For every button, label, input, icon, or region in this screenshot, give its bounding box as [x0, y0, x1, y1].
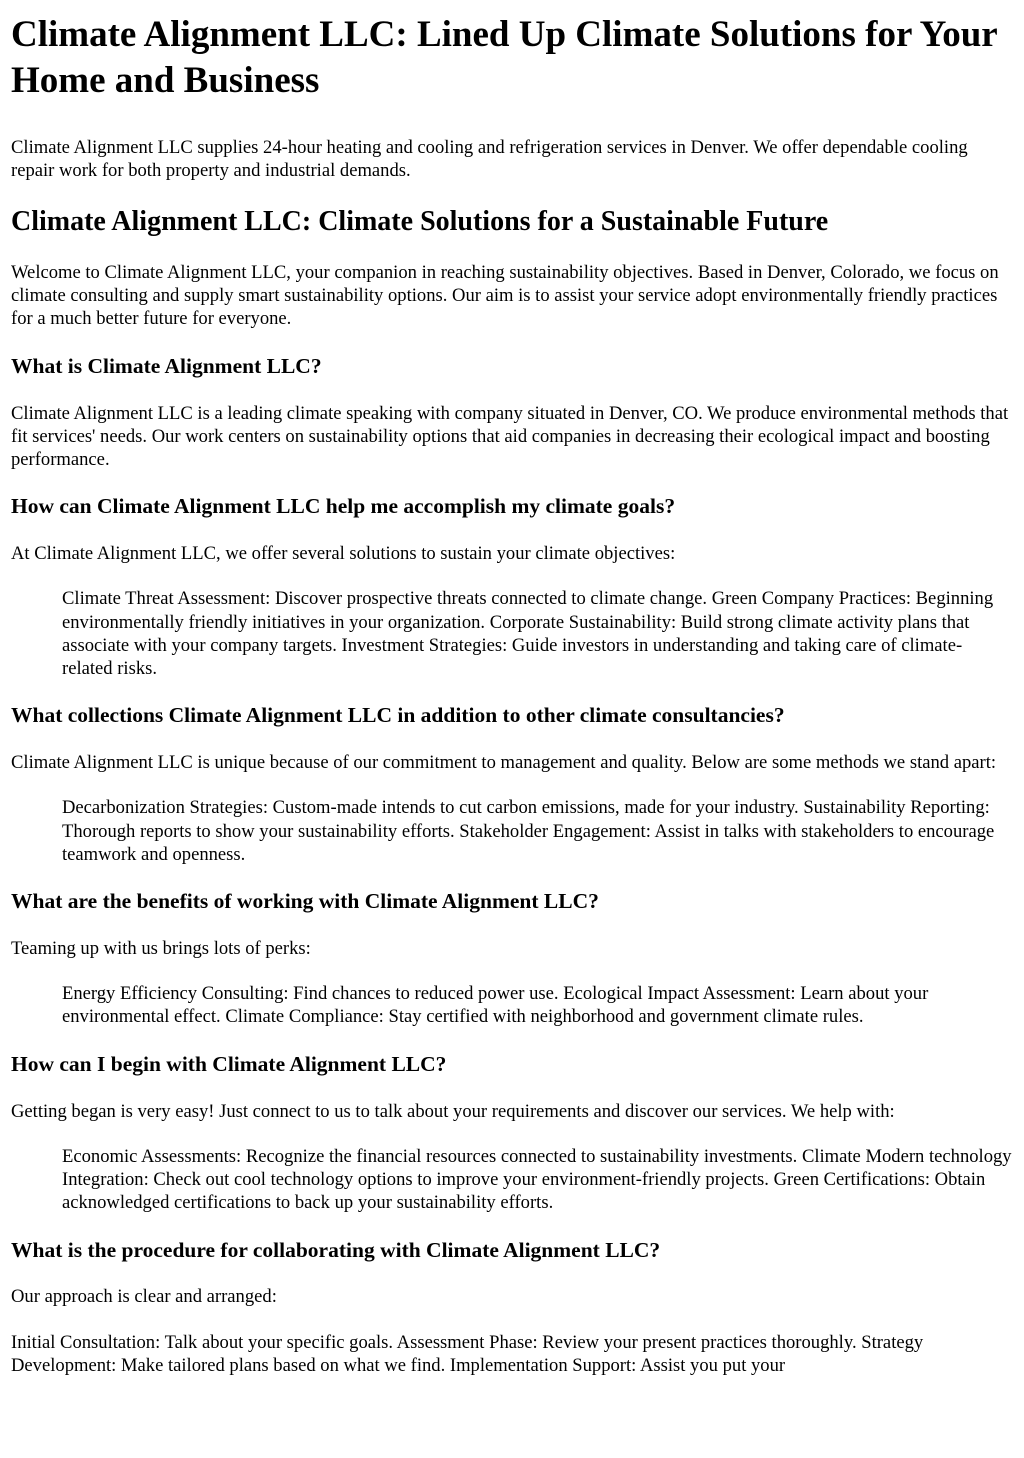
intro-paragraph: Climate Alignment LLC supplies 24-hour heating and cooling and refrigeration services in Denver. We offer dependable cooling repair work for both property and industrial demands. — [11, 136, 968, 181]
faq-answer-begin: Getting began is very easy! Just connect to us to talk about your requirements and discover our services. We help with: — [11, 1100, 895, 1122]
faq-question-what-is: What is Climate Alignment LLC? — [11, 353, 322, 378]
article — [0, 12, 1024, 1377]
faq-answer-procedure: Our approach is clear and arranged: — [11, 1286, 277, 1308]
faq-quote-differentiators: Decarbonization Strategies: Custom-made intends to cut carbon emissions, made for your industry. Sustainability Reporting: Thorough reports to show your sustainability efforts. Stakeholder Engagement: Assist in talks with stakeholders to encourage teamwork and openness. — [62, 797, 995, 865]
faq-answer-benefits: Teaming up with us brings lots of perks: — [11, 937, 311, 959]
faq-answer-differentiators: Climate Alignment LLC is unique because of our commitment to management and quality. Below are some methods we stand apart: — [11, 752, 997, 774]
faq-question-procedure: What is the procedure for collaborating with Climate Alignment LLC? — [11, 1237, 661, 1262]
faq-quote-begin: Economic Assessments: Recognize the financial resources connected to sustainability investments. Climate Modern technology Integration: Check out cool technology options to improve your environment-friendly projects. Green Certifications: Obtain acknowledged certifications to back up your sustainability efforts. — [62, 1145, 1012, 1214]
faq-question-help-goals: How can Climate Alignment LLC help me accomplish my climate goals? — [11, 494, 676, 519]
faq-answer-what-is: Climate Alignment LLC is a leading climate speaking with company situated in Denver, CO. We produce environmental methods that fit services' needs. Our work centers on sustainability options that aid companies in decreasing their ecological impact and boosting performance. — [11, 402, 1009, 471]
welcome-paragraph: Welcome to Climate Alignment LLC, your companion in reaching sustainability objectives. Based in Denver, Colorado, we focus on climate consulting and supply smart sustainability options. Our aim is to assist your service adopt environmentally friendly practices for a much better future for everyone. — [11, 261, 999, 330]
faq-question-differentiators: What collections Climate Alignment LLC in addition to other climate consultancies? — [11, 703, 785, 728]
process-paragraph: Initial Consultation: Talk about your specific goals. Assessment Phase: Review your present practices thoroughly. Strategy Development: Make tailored plans based on what we find. Implementation Support: Assist you put your — [11, 1331, 924, 1376]
faq-quote-benefits: Energy Efficiency Consulting: Find chances to reduced power use. Ecological Impact Assessment: Learn about your environmental effect. Climate Compliance: Stay certified with neighborhood and government climate rules. — [62, 983, 929, 1028]
faq-question-benefits: What are the benefits of working with Climate Alignment LLC? — [11, 889, 599, 914]
faq-question-begin: How can I begin with Climate Alignment LLC? — [11, 1051, 447, 1076]
faq-quote-help-goals: Climate Threat Assessment: Discover prospective threats connected to climate change. Green Company Practices: Beginning environmentally friendly initiatives in your organization. Corporate Sustainability: Build strong climate activity plans that associate with your company targets. Investment Strategies: Guide investors in understanding and taking care of climate-related risks. — [62, 588, 994, 680]
section-heading: Climate Alignment LLC: Climate Solutions for a Sustainable Future — [11, 205, 829, 237]
faq-answer-help-goals: At Climate Alignment LLC, we offer several solutions to sustain your climate objectives: — [11, 543, 676, 565]
page-title: Climate Alignment LLC: Lined Up Climate Solutions for Your Home and Business — [11, 14, 998, 102]
